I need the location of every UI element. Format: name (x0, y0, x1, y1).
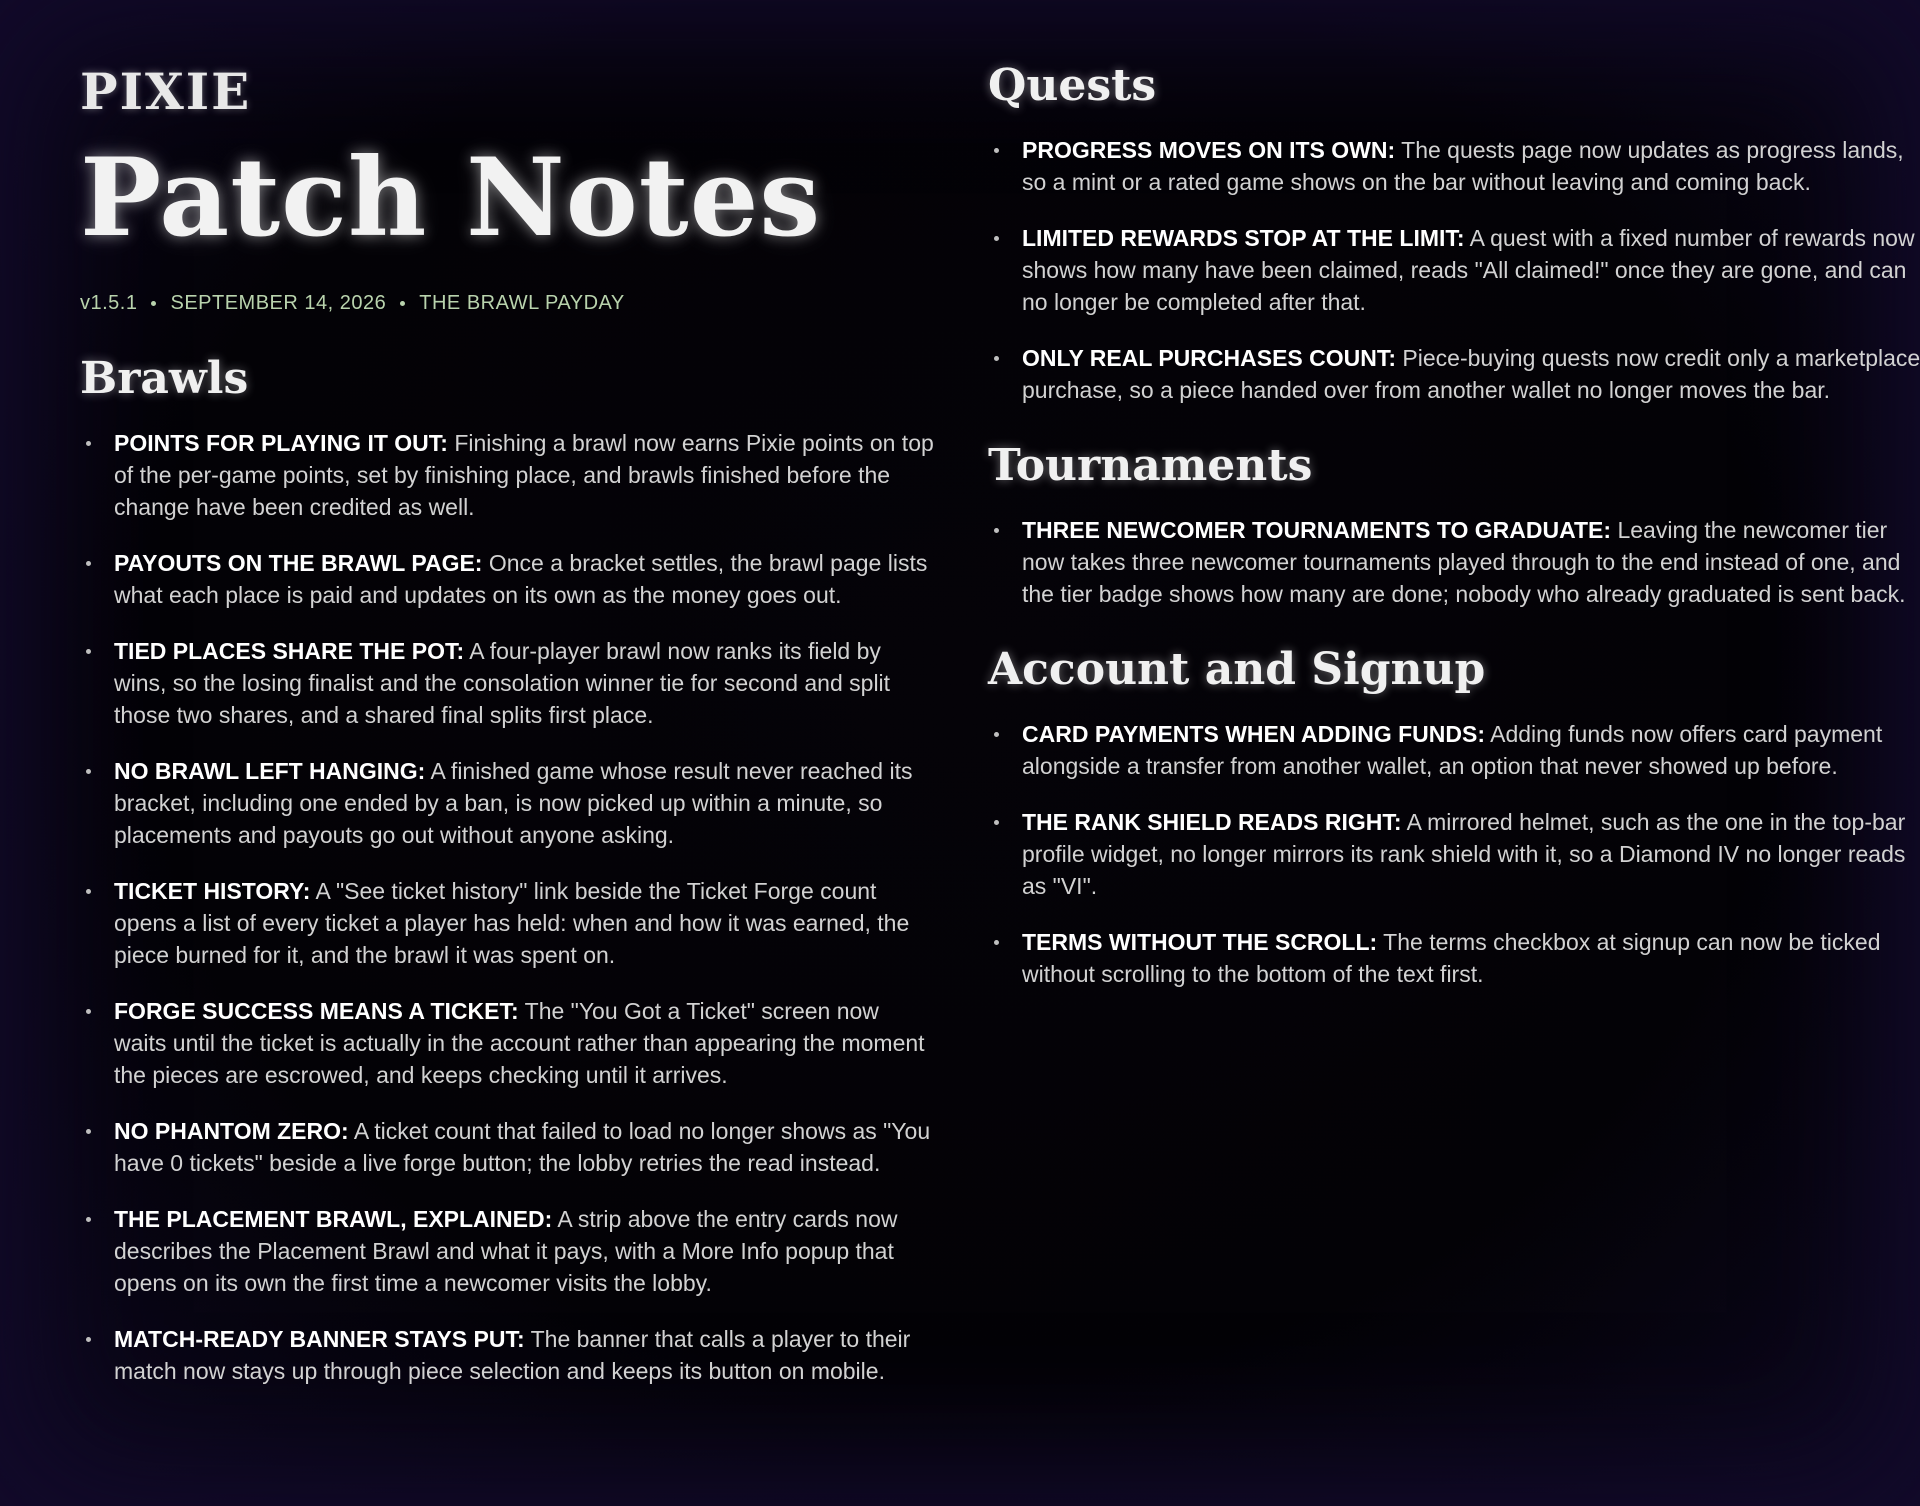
note-item (80, 875, 935, 971)
section-title-account: Account and Signup (988, 644, 1486, 695)
note-item (80, 635, 935, 731)
bullet-icon (994, 528, 999, 533)
note-item (988, 806, 1920, 902)
note-text: The banner that calls a player to their match now stays up through piece selection and keeps its button on mobile. (114, 1326, 911, 1384)
note-text: Leaving the newcomer tier now takes three newcomer tournaments played through to the end instead of one, and the tier badge shows how many are done; nobody who already graduated is sent back. (1022, 517, 1906, 607)
release-date: SEPTEMBER 14, 2026 (170, 292, 387, 314)
note-item (80, 1203, 935, 1299)
account-list (988, 718, 1920, 990)
note-text: The terms checkbox at signup can now be ticked without scrolling to the bottom of the text first. (1022, 929, 1881, 987)
note-item (80, 995, 935, 1091)
page-title: Patch Notes (80, 135, 822, 261)
release-meta (80, 292, 935, 315)
note-text: Once a bracket settles, the brawl page lists what each place is paid and updates on its own as the money goes out. (114, 550, 928, 608)
note-text: A ticket count that failed to load no longer shows as "You have 0 tickets" beside a live forge button; the lobby retries the read instead. (114, 1118, 931, 1176)
note-item (988, 926, 1920, 990)
note-heading: THE PLACEMENT BRAWL, EXPLAINED: (114, 1206, 553, 1232)
section-title-brawls: Brawls (80, 353, 249, 404)
note-text: The "You Got a Ticket" screen now waits until the ticket is actually in the account rather than appearing the moment the pieces are escrowed, and keeps checking until it arrives. (114, 998, 925, 1088)
tournaments-list (988, 514, 1920, 610)
bullet-icon (994, 732, 999, 737)
note-item (988, 134, 1920, 198)
note-heading: TICKET HISTORY: (114, 878, 311, 904)
note-heading: NO BRAWL LEFT HANGING: (114, 758, 426, 784)
version-label: v1.5.1 (80, 292, 138, 314)
brand-logo: PIXIE (80, 62, 252, 121)
patch-notes-page (80, 60, 1920, 1460)
note-item (80, 755, 935, 851)
note-text: Piece-buying quests now credit only a marketplace purchase, so a piece handed over from another wallet no longer moves the bar. (1022, 345, 1920, 403)
note-item (988, 514, 1920, 610)
quests-list (988, 134, 1920, 406)
note-heading: MATCH-READY BANNER STAYS PUT: (114, 1326, 525, 1352)
bullet-icon (86, 1129, 91, 1134)
note-item (80, 1115, 935, 1179)
note-heading: TERMS WITHOUT THE SCROLL: (1022, 929, 1378, 955)
note-item (80, 1323, 935, 1387)
right-column (988, 60, 1920, 1014)
note-heading: THE RANK SHIELD READS RIGHT: (1022, 809, 1402, 835)
bullet-icon (994, 820, 999, 825)
note-text: The quests page now updates as progress lands, so a mint or a rated game shows on the bar without leaving and coming back. (1022, 137, 1904, 195)
bullet-icon (994, 356, 999, 361)
note-heading: TIED PLACES SHARE THE POT: (114, 638, 465, 664)
bullet-icon (86, 561, 91, 566)
note-heading: FORGE SUCCESS MEANS A TICKET: (114, 998, 519, 1024)
release-name: THE BRAWL PAYDAY (419, 292, 625, 314)
separator-dot (400, 301, 405, 306)
note-item (988, 342, 1920, 406)
section-title-tournaments: Tournaments (988, 440, 1313, 491)
section-title-quests: Quests (988, 60, 1157, 111)
note-heading: POINTS FOR PLAYING IT OUT: (114, 430, 448, 456)
bullet-icon (86, 1009, 91, 1014)
note-heading: ONLY REAL PURCHASES COUNT: (1022, 345, 1397, 371)
bullet-icon (86, 1217, 91, 1222)
note-item (988, 718, 1920, 782)
note-heading: THREE NEWCOMER TOURNAMENTS TO GRADUATE: (1022, 517, 1612, 543)
note-text: A "See ticket history" link beside the Ticket Forge count opens a list of every ticket a player has held: when and how it was earned, the piece burned for it, and the brawl it was spent on. (114, 878, 910, 968)
bullet-icon (994, 148, 999, 153)
note-text: A mirrored helmet, such as the one in the top-bar profile widget, no longer mirrors its rank shield with it, so a Diamond IV no longer reads as "VI". (1022, 809, 1906, 899)
bullet-icon (86, 769, 91, 774)
bullet-icon (994, 236, 999, 241)
note-text: A strip above the entry cards now describes the Placement Brawl and what it pays, with a More Info popup that opens on its own the first time a newcomer visits the lobby. (114, 1206, 898, 1296)
bullet-icon (86, 1337, 91, 1342)
note-heading: LIMITED REWARDS STOP AT THE LIMIT: (1022, 225, 1465, 251)
note-heading: PROGRESS MOVES ON ITS OWN: (1022, 137, 1396, 163)
brawls-list (80, 427, 935, 1387)
left-column (80, 60, 935, 1411)
note-heading: NO PHANTOM ZERO: (114, 1118, 349, 1144)
note-item (988, 222, 1920, 318)
note-text: A quest with a fixed number of rewards now shows how many have been claimed, reads "All claimed!" once they are gone, and can no longer be completed after that. (1022, 225, 1915, 315)
note-text: A four-player brawl now ranks its field by wins, so the losing finalist and the consolation winner tie for second and split those two shares, and a shared final splits first place. (114, 638, 891, 728)
note-item (80, 547, 935, 611)
note-item (80, 427, 935, 523)
note-text: Finishing a brawl now earns Pixie points on top of the per-game points, set by finishing place, and brawls finished before the change have been credited as well. (114, 430, 934, 520)
note-heading: CARD PAYMENTS WHEN ADDING FUNDS: (1022, 721, 1485, 747)
bullet-icon (86, 649, 91, 654)
note-text: A finished game whose result never reached its bracket, including one ended by a ban, is now picked up within a minute, so placements and payouts go out without anyone asking. (114, 758, 913, 848)
note-heading: PAYOUTS ON THE BRAWL PAGE: (114, 550, 483, 576)
bullet-icon (86, 441, 91, 446)
separator-dot (151, 301, 156, 306)
note-text: Adding funds now offers card payment alongside a transfer from another wallet, an option that never showed up before. (1022, 721, 1883, 779)
bullet-icon (994, 940, 999, 945)
bullet-icon (86, 889, 91, 894)
